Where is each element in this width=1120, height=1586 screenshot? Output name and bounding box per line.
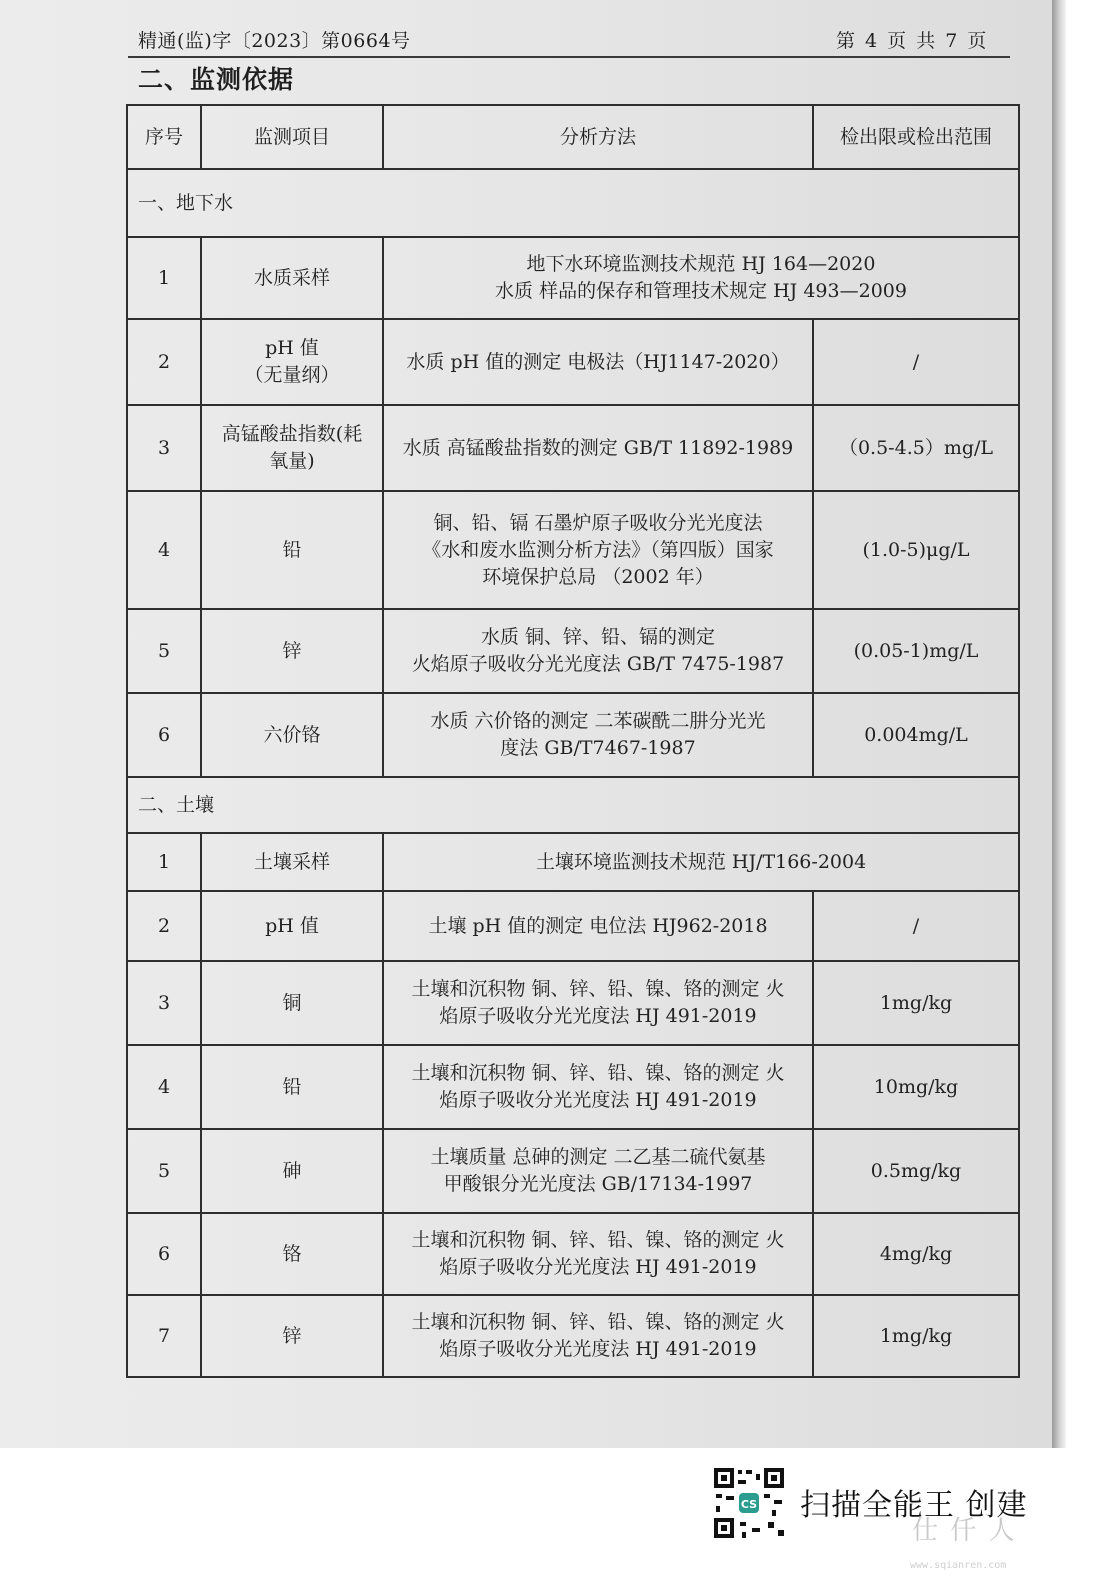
analysis-method (383, 833, 1019, 891)
table-row (127, 1129, 1019, 1213)
analysis-method (383, 1045, 813, 1129)
analysis-method-line: 火焰原子吸收分光光度法 GB/T 7475-1987 (411, 653, 785, 675)
detection-limit: 1mg/kg (813, 1295, 1019, 1377)
monitoring-item (201, 1045, 383, 1129)
analysis-method-line: 铜、铅、镉 石墨炉原子吸收分光光度法 (433, 511, 763, 534)
monitoring-item (201, 1213, 383, 1295)
monitoring-item-line: 水质采样 (253, 266, 330, 289)
detection-limit: （0.5-4.5）mg/L (813, 405, 1019, 491)
watermark: 仕 仟 人 (912, 1516, 1017, 1546)
row-number: 3 (127, 405, 201, 491)
analysis-method-line: 《水和废水监测分析方法》（第四版）国家 (422, 538, 774, 561)
monitoring-item-line: 锌 (282, 639, 302, 662)
table-row (127, 1213, 1019, 1295)
analysis-method (383, 1129, 813, 1213)
monitoring-item-line: pH 值 (265, 337, 319, 359)
table-row (127, 491, 1019, 609)
table-header-row (127, 105, 1019, 169)
detection-limit: / (813, 319, 1019, 405)
analysis-method-line: 土壤和沉积物 铜、锌、铅、镍、铬的测定 火 (411, 1062, 785, 1084)
analysis-method-line: 度法 GB/T7467-1987 (500, 737, 696, 759)
analysis-method (383, 405, 813, 491)
analysis-method-line: 焰原子吸收分光光度法 HJ 491-2019 (439, 1005, 757, 1027)
page-info: 第 4 页 共 7 页 (836, 30, 989, 52)
monitoring-item (201, 237, 383, 319)
analysis-method-line: 土壤和沉积物 铜、锌、铅、镍、铬的测定 火 (411, 1311, 785, 1333)
table-row (127, 319, 1019, 405)
monitoring-item-line: （无量纲） (244, 364, 340, 386)
detection-limit: 1mg/kg (813, 961, 1019, 1045)
group-row (127, 777, 1019, 833)
group-title: 二、土壤 (127, 777, 1019, 833)
analysis-method (383, 961, 813, 1045)
qr-code-icon (712, 1466, 786, 1540)
detection-limit: 4mg/kg (813, 1213, 1019, 1295)
row-number: 2 (127, 319, 201, 405)
analysis-method-line: 土壤环境监测技术规范 HJ/T166-2004 (535, 850, 867, 873)
row-number: 3 (127, 961, 201, 1045)
monitoring-item (201, 1295, 383, 1377)
monitoring-item (201, 319, 383, 405)
analysis-method-line: 焰原子吸收分光光度法 HJ 491-2019 (439, 1256, 757, 1278)
monitoring-item-line: 铬 (282, 1242, 302, 1265)
row-number: 6 (127, 693, 201, 777)
watermark-url: www.sqianren.com (910, 1560, 1007, 1571)
analysis-method (383, 891, 813, 961)
row-number: 5 (127, 609, 201, 693)
analysis-method (383, 693, 813, 777)
detection-limit: 0.5mg/kg (813, 1129, 1019, 1213)
monitoring-item (201, 609, 383, 693)
report-number: 精通(监)字〔2023〕第0664号 (138, 30, 411, 52)
group-title: 一、地下水 (127, 169, 1019, 237)
analysis-method (383, 491, 813, 609)
row-number: 1 (127, 833, 201, 891)
monitoring-item-line: 高锰酸盐指数(耗 (221, 423, 363, 445)
table-row (127, 609, 1019, 693)
row-number: 2 (127, 891, 201, 961)
table-row (127, 237, 1019, 319)
table-row (127, 693, 1019, 777)
monitoring-item-line: 六价铬 (263, 723, 321, 746)
table-row (127, 833, 1019, 891)
analysis-method (383, 237, 1019, 319)
monitoring-item-line: 土壤采样 (253, 850, 330, 873)
monitoring-item (201, 891, 383, 961)
table-row (127, 961, 1019, 1045)
analysis-method-line: 焰原子吸收分光光度法 HJ 491-2019 (439, 1089, 757, 1111)
monitoring-item-line: 砷 (282, 1159, 302, 1182)
svg-text:CS: CS (740, 1498, 758, 1511)
analysis-method (383, 1295, 813, 1377)
analysis-method-line: 水质 铜、锌、铅、镉的测定 (480, 626, 716, 648)
monitoring-item (201, 1129, 383, 1213)
monitoring-item-line: 铜 (282, 991, 302, 1014)
analysis-method-line: 土壤 pH 值的测定 电位法 HJ962-2018 (428, 914, 768, 937)
analysis-method-line: 水质 六价铬的测定 二苯碳酰二肼分光光 (430, 710, 766, 732)
row-number: 7 (127, 1295, 201, 1377)
column-header-limit: 检出限或检出范围 (813, 105, 1019, 169)
table-row (127, 891, 1019, 961)
analysis-method-line: 焰原子吸收分光光度法 HJ 491-2019 (439, 1338, 757, 1360)
table-row (127, 1045, 1019, 1129)
analysis-method-line: 环境保护总局 （2002 年） (482, 565, 714, 588)
detection-limit: 10mg/kg (813, 1045, 1019, 1129)
monitoring-item (201, 693, 383, 777)
analysis-method-line: 甲酸银分光光度法 GB/17134-1997 (443, 1173, 753, 1195)
group-row (127, 169, 1019, 237)
analysis-method-line: 土壤和沉积物 铜、锌、铅、镍、铬的测定 火 (411, 978, 785, 1000)
monitoring-item-line: pH 值 (265, 914, 319, 937)
row-number: 6 (127, 1213, 201, 1295)
analysis-method (383, 1213, 813, 1295)
monitoring-item-line: 铅 (282, 1075, 302, 1098)
row-number: 4 (127, 491, 201, 609)
row-number: 5 (127, 1129, 201, 1213)
row-number: 4 (127, 1045, 201, 1129)
monitoring-item (201, 405, 383, 491)
monitoring-item-line: 锌 (282, 1324, 302, 1347)
analysis-method (383, 319, 813, 405)
monitoring-item (201, 491, 383, 609)
column-header-no: 序号 (127, 105, 201, 169)
detection-limit: 0.004mg/L (813, 693, 1019, 777)
column-header-method: 分析方法 (383, 105, 813, 169)
analysis-method-line: 地下水环境监测技术规范 HJ 164—2020 (526, 253, 876, 275)
header-divider (128, 56, 1010, 58)
analysis-method-line: 水质 pH 值的测定 电极法（HJ1147-2020） (406, 350, 790, 373)
monitoring-item-line: 氧量) (269, 450, 315, 472)
monitoring-item (201, 833, 383, 891)
row-number: 1 (127, 237, 201, 319)
detection-limit: (1.0-5)μg/L (813, 491, 1019, 609)
detection-limit: / (813, 891, 1019, 961)
monitoring-item-line: 铅 (282, 538, 302, 561)
analysis-method-line: 水质 样品的保存和管理技术规定 HJ 493—2009 (495, 280, 907, 302)
analysis-method (383, 609, 813, 693)
page-edge-shadow (1052, 0, 1066, 1448)
section-title: 二、监测依据 (138, 65, 295, 94)
column-header-item: 监测项目 (201, 105, 383, 169)
detection-limit: (0.05-1)mg/L (813, 609, 1019, 693)
table-row (127, 1295, 1019, 1377)
table-row (127, 405, 1019, 491)
monitoring-basis-table (126, 104, 1020, 1378)
scanner-label: 扫描全能王 创建 (800, 1488, 1028, 1523)
monitoring-item (201, 961, 383, 1045)
analysis-method-line: 土壤质量 总砷的测定 二乙基二硫代氨基 (430, 1146, 766, 1168)
analysis-method-line: 土壤和沉积物 铜、锌、铅、镍、铬的测定 火 (411, 1229, 785, 1251)
analysis-method-line: 水质 高锰酸盐指数的测定 GB/T 11892-1989 (402, 436, 794, 459)
